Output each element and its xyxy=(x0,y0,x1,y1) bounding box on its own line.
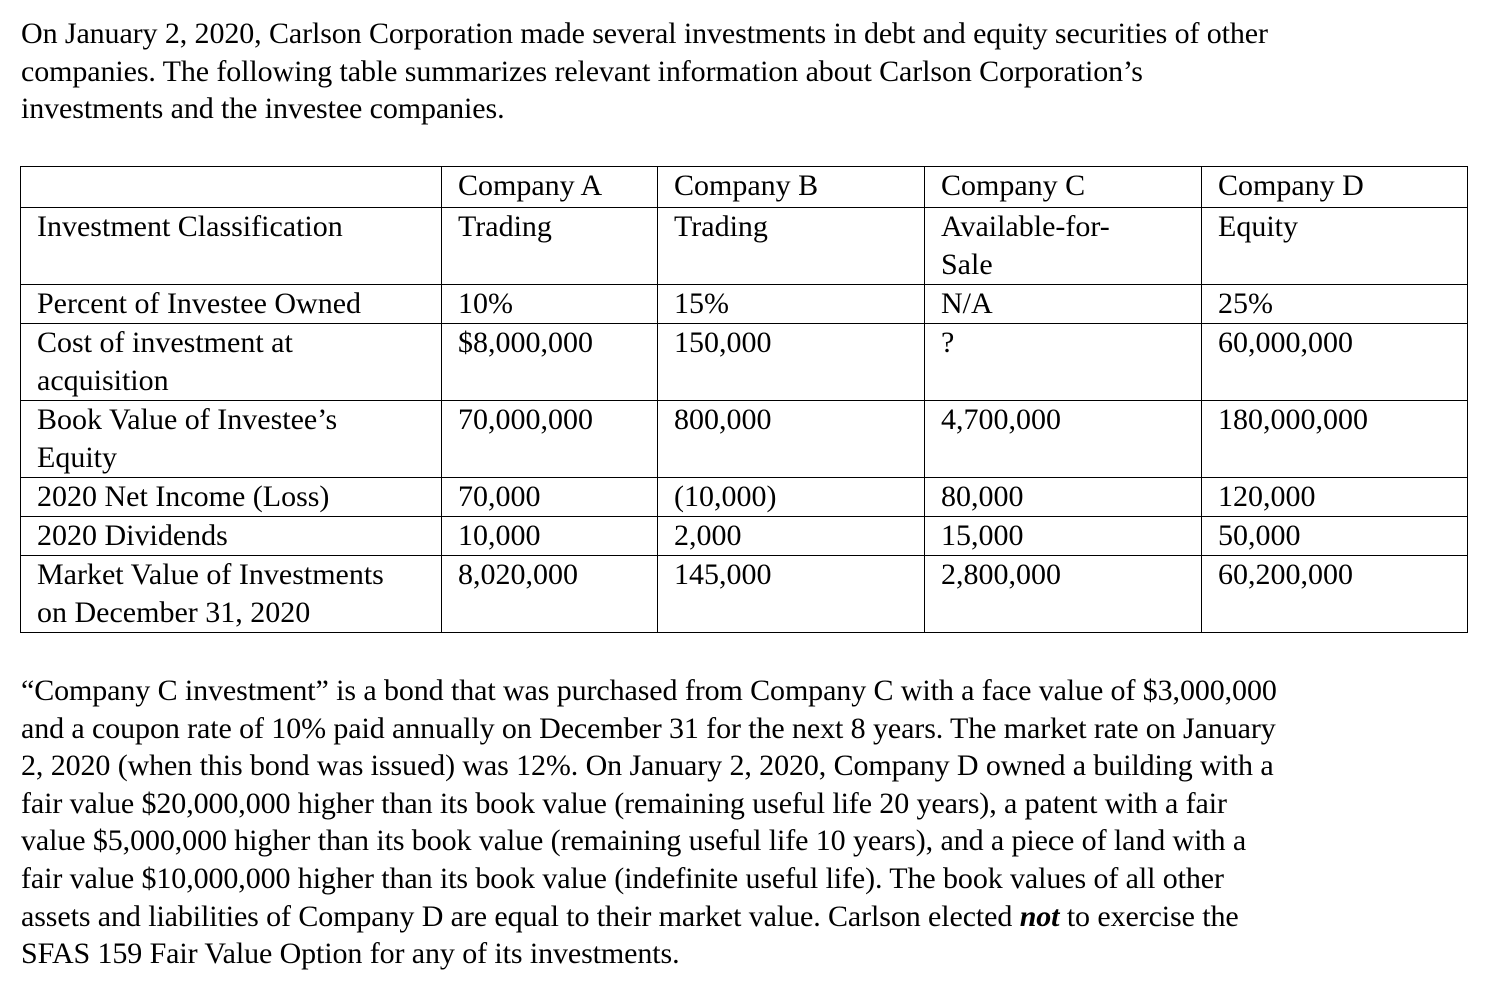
table-cell: 80,000 xyxy=(925,478,1202,517)
table-cell xyxy=(1202,208,1468,285)
paragraph-line: fair value $20,000,000 higher than its book value (remaining useful life 20 years), a patent with a fair xyxy=(21,786,1227,820)
table-cell: 180,000,000 xyxy=(1202,401,1468,478)
company-d-header: Company D xyxy=(1202,167,1468,208)
table-cell: 70,000,000 xyxy=(442,401,658,478)
table-cell: N/A xyxy=(925,285,1202,324)
percent-owned-row xyxy=(21,285,1468,324)
row-label xyxy=(21,208,442,285)
row-label xyxy=(21,285,442,324)
market-value-row xyxy=(21,556,1468,633)
net-income-row xyxy=(21,478,1468,517)
table-cell xyxy=(925,208,1202,285)
cell-line: Trading xyxy=(674,210,768,243)
row-label-line: on December 31, 2020 xyxy=(37,596,311,629)
table-cell: 25% xyxy=(1202,285,1468,324)
row-label-line: Book Value of Investee’s xyxy=(37,403,338,436)
line-text-before: assets and liabilities of Company D are equal to their market value. Carlson elected xyxy=(21,899,1020,933)
paragraph-line: value $5,000,000 higher than its book value (remaining useful life 10 years), and a piece of land with a xyxy=(21,824,1247,858)
row-label-line: Equity xyxy=(37,441,117,474)
investments-table xyxy=(20,166,1468,633)
company-c-header: Company C xyxy=(925,167,1202,208)
table-cell: 70,000 xyxy=(442,478,658,517)
intro-line: companies. The following table summarizes relevant information about Carlson Corporation’s xyxy=(21,54,1143,88)
row-label-line: Cost of investment at xyxy=(37,326,293,359)
row-label-line: 2020 Net Income (Loss) xyxy=(37,480,330,513)
table-cell: 10% xyxy=(442,285,658,324)
book-value-row xyxy=(21,401,1468,478)
table-cell: $8,000,000 xyxy=(442,324,658,401)
table-cell: 15% xyxy=(658,285,925,324)
intro-paragraph xyxy=(21,15,1441,128)
row-label xyxy=(21,401,442,478)
table-cell: 800,000 xyxy=(658,401,925,478)
row-label xyxy=(21,324,442,401)
cost-row xyxy=(21,324,1468,401)
row-label-line: 2020 Dividends xyxy=(37,519,228,552)
row-label-line: Investment Classification xyxy=(37,210,343,243)
row-label-line: acquisition xyxy=(37,364,169,397)
classification-row xyxy=(21,208,1468,285)
paragraph-line xyxy=(21,898,1461,936)
intro-line: On January 2, 2020, Carlson Corporation made several investments in debt and equity securities of other xyxy=(21,17,1268,50)
paragraph-line: 2, 2020 (when this bond was issued) was 12%. On January 2, 2020, Company D owned a building with a xyxy=(21,749,1274,783)
table-cell: 150,000 xyxy=(658,324,925,401)
table-cell: (10,000) xyxy=(658,478,925,517)
table-cell xyxy=(442,208,658,285)
paragraph-line: and a coupon rate of 10% paid annually on December 31 for the next 8 years. The market rate on January xyxy=(21,711,1276,745)
cell-line: Equity xyxy=(1218,210,1298,243)
table-cell: 2,800,000 xyxy=(925,556,1202,633)
table-cell: 4,700,000 xyxy=(925,401,1202,478)
table-cell: 10,000 xyxy=(442,517,658,556)
row-label xyxy=(21,517,442,556)
row-label xyxy=(21,478,442,517)
table-cell: 8,020,000 xyxy=(442,556,658,633)
dividends-row xyxy=(21,517,1468,556)
row-label xyxy=(21,556,442,633)
table-cell: 2,000 xyxy=(658,517,925,556)
company-a-header: Company A xyxy=(442,167,658,208)
cell-line: Sale xyxy=(941,248,993,281)
table-cell: 120,000 xyxy=(1202,478,1468,517)
header-empty-cell xyxy=(21,167,442,208)
line-text-after: to exercise the xyxy=(1059,899,1239,933)
table-cell: 60,000,000 xyxy=(1202,324,1468,401)
row-label-line: Percent of Investee Owned xyxy=(37,287,362,320)
company-b-header: Company B xyxy=(658,167,925,208)
cell-line: Trading xyxy=(458,210,552,243)
table-cell xyxy=(658,208,925,285)
company-header-row xyxy=(21,167,1468,208)
emphasis-not: not xyxy=(1019,899,1060,933)
row-label-line: Market Value of Investments xyxy=(37,558,384,591)
paragraph-line: SFAS 159 Fair Value Option for any of its investments. xyxy=(21,937,680,971)
table-cell: 60,200,000 xyxy=(1202,556,1468,633)
paragraph-line: fair value $10,000,000 higher than its book value (indefinite useful life). The book values of all other xyxy=(21,861,1224,895)
bond-details-paragraph xyxy=(21,672,1461,973)
table-cell: 145,000 xyxy=(658,556,925,633)
paragraph-line: “Company C investment” is a bond that was purchased from Company C with a face value of $3,000,000 xyxy=(21,674,1277,707)
cell-line: Available-for- xyxy=(941,210,1110,243)
table-cell: ? xyxy=(925,324,1202,401)
intro-line: investments and the investee companies. xyxy=(21,92,505,126)
table-cell: 15,000 xyxy=(925,517,1202,556)
table-cell: 50,000 xyxy=(1202,517,1468,556)
